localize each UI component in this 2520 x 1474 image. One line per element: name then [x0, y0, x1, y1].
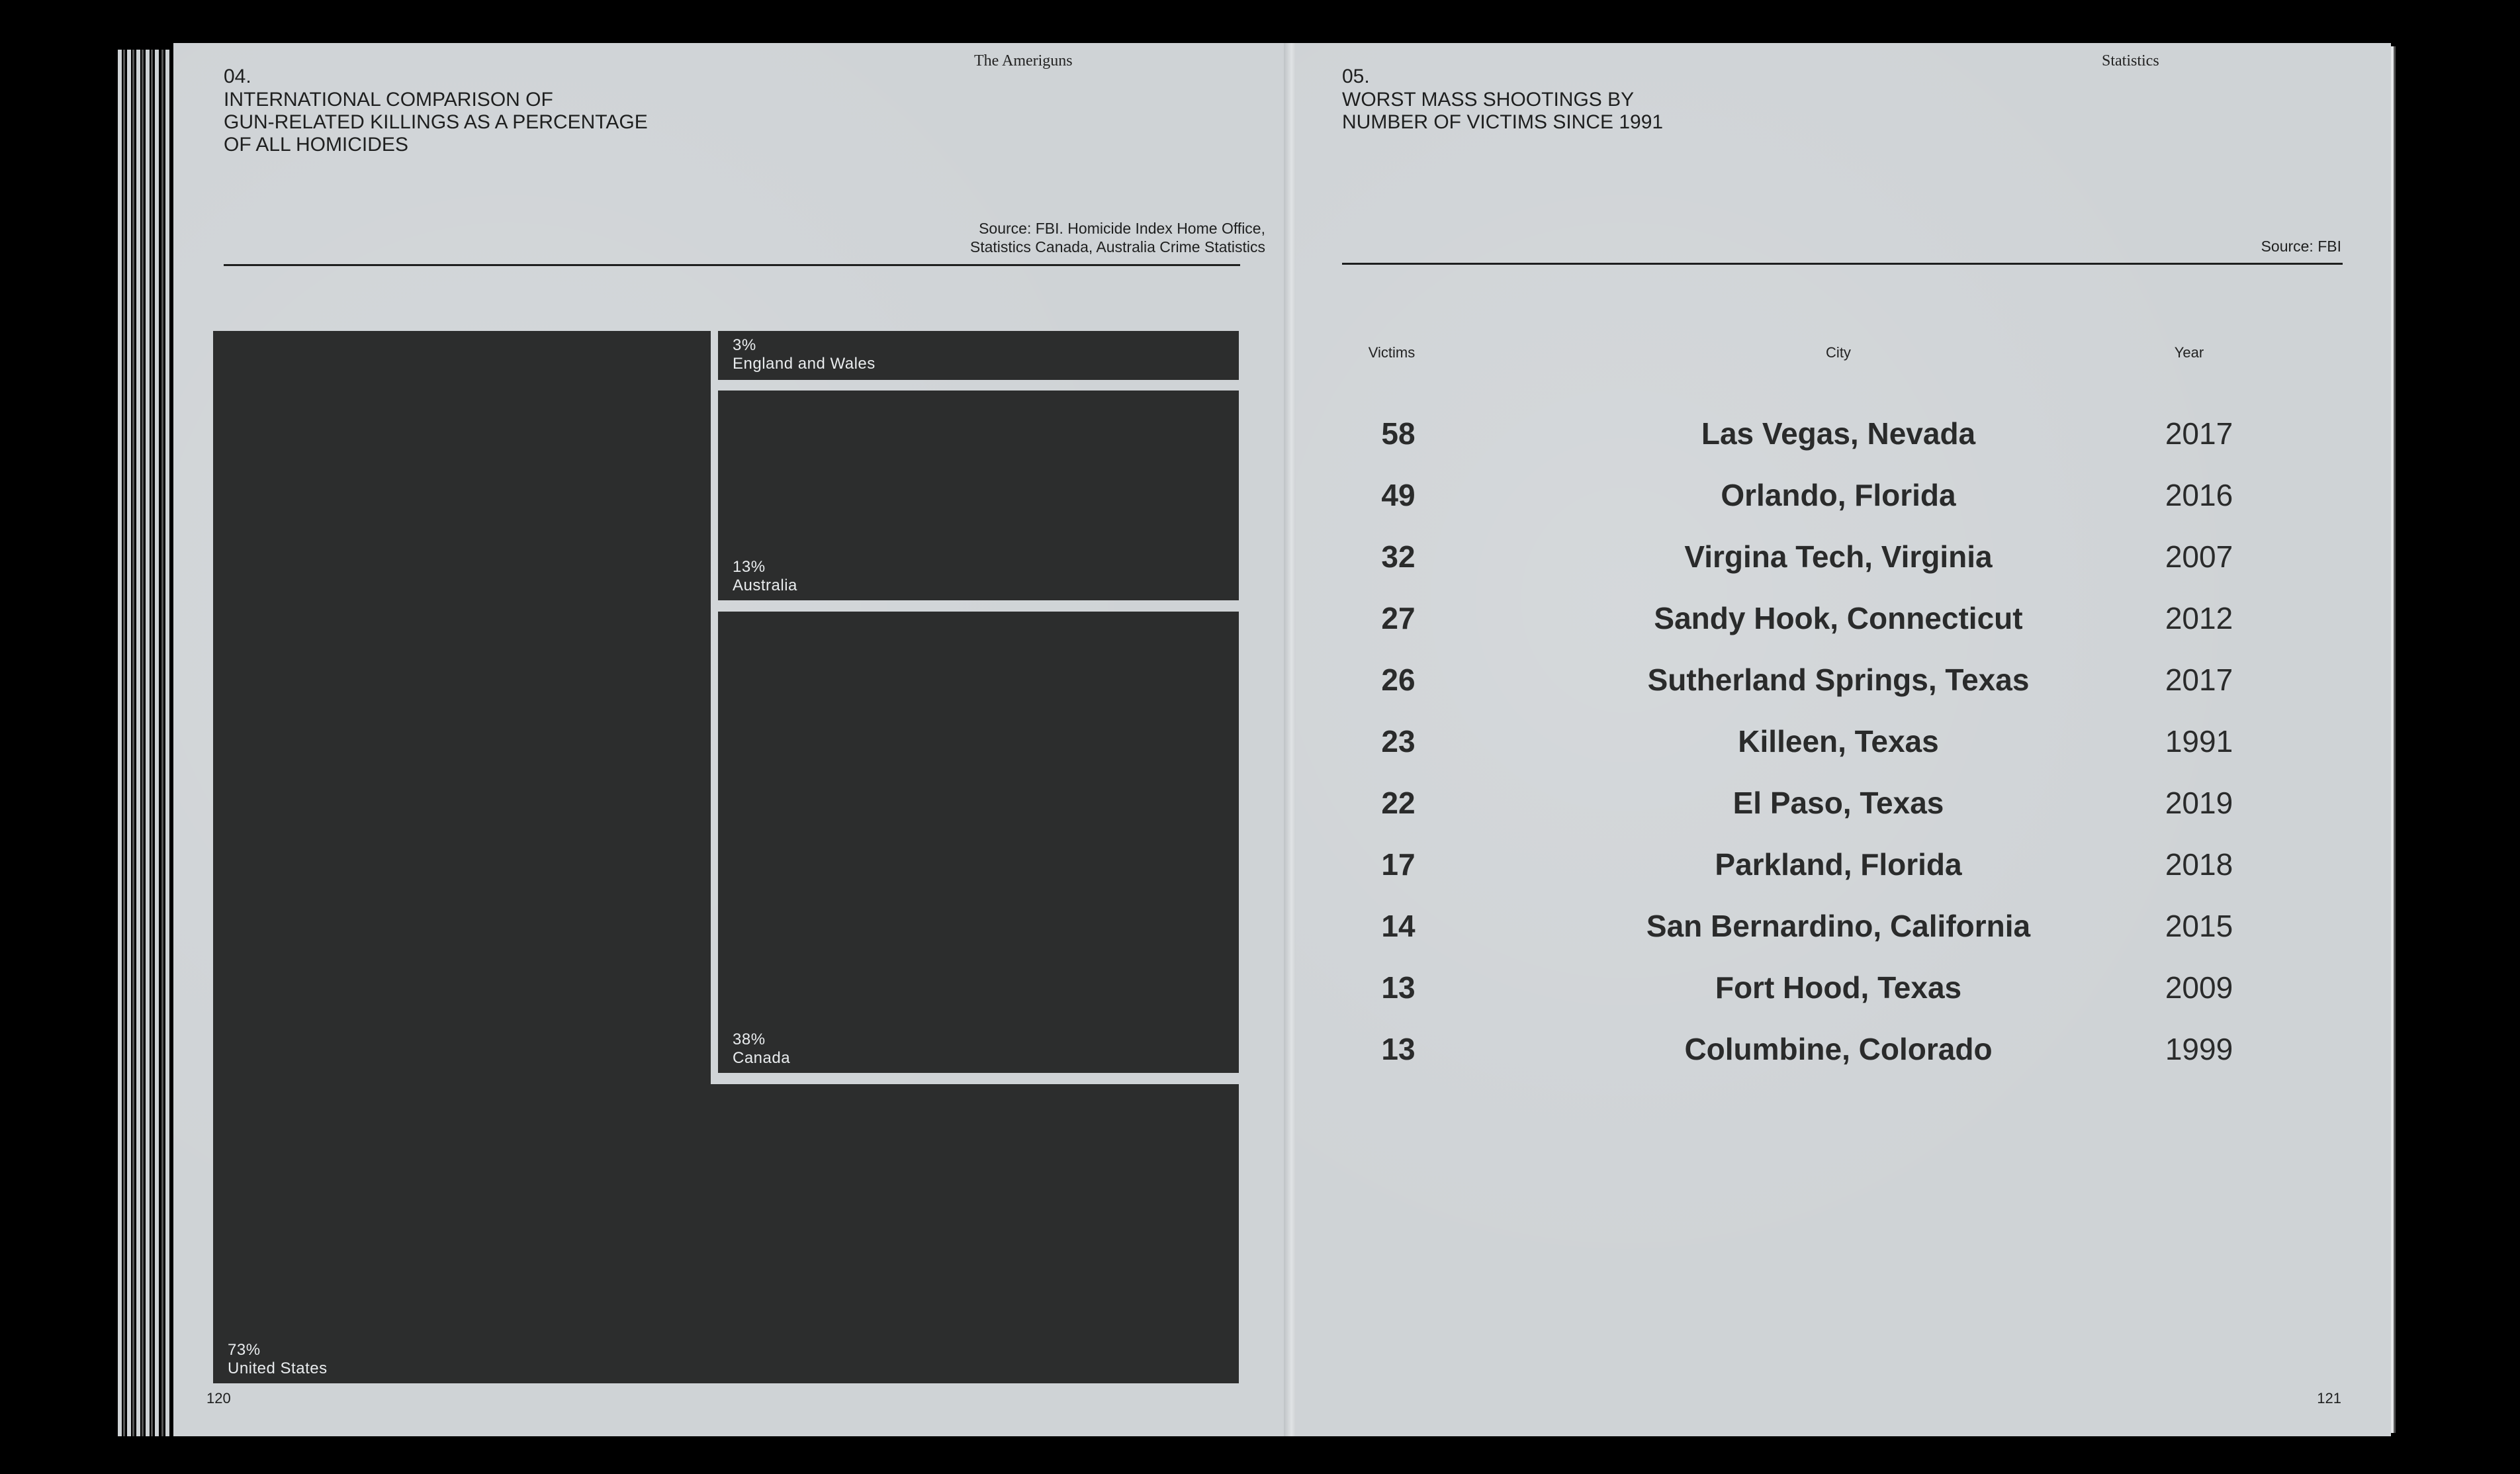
right-page [1296, 43, 2391, 1436]
page-edge [161, 50, 163, 1436]
page-edge [146, 50, 150, 1436]
table-row [1296, 783, 2391, 845]
treemap-block-australia [718, 391, 1239, 600]
victims-cell: 17 [1381, 847, 1416, 882]
year-cell: 2019 [2165, 786, 2233, 820]
year-cell: 2018 [2165, 847, 2233, 882]
victims-cell: 32 [1381, 539, 1416, 574]
victims-cell: 23 [1381, 724, 1416, 759]
victims-cell: 14 [1381, 909, 1416, 943]
year-cell: 2015 [2165, 909, 2233, 943]
running-head: The Ameriguns [974, 52, 1073, 69]
victims-cell: 13 [1381, 1032, 1416, 1066]
table-row [1296, 845, 2391, 906]
page-edge [132, 50, 134, 1436]
header-rule [224, 264, 1240, 266]
treemap-country: Canada [733, 1049, 791, 1067]
section-title: INTERNATIONAL COMPARISON OF GUN-RELATED KILLINGS AS A PERCENTAGE OF ALL HOMICIDES [224, 89, 648, 156]
year-cell: 2016 [2165, 478, 2233, 512]
city-cell: Las Vegas, Nevada [1701, 416, 1976, 451]
year-cell: 2009 [2165, 970, 2233, 1005]
victims-cell: 13 [1381, 970, 1416, 1005]
victims-cell: 49 [1381, 478, 1416, 512]
page-edge [118, 50, 122, 1436]
left-page [173, 43, 1289, 1436]
city-cell: Columbine, Colorado [1684, 1032, 1993, 1066]
table-row [1296, 414, 2391, 475]
treemap-block-canada [718, 612, 1239, 1073]
city-cell: Sutherland Springs, Texas [1647, 663, 2030, 697]
table-row [1296, 537, 2391, 598]
table-row [1296, 598, 2391, 660]
city-cell: Virgina Tech, Virginia [1684, 539, 1993, 574]
page-edge [151, 50, 153, 1436]
column-header-victims: Victims [1368, 344, 1416, 361]
header-rule [1342, 263, 2343, 265]
treemap-country: United States [228, 1359, 328, 1377]
city-cell: San Bernardino, California [1646, 909, 2031, 943]
year-cell: 2007 [2165, 539, 2233, 574]
source-note: Source: FBI. Homicide Index Home Office, Statistics Canada, Australia Crime Statistics [969, 220, 1265, 255]
table-row [1296, 906, 2391, 968]
page-number: 120 [206, 1390, 231, 1406]
treemap-label [228, 1341, 328, 1378]
table-row [1296, 660, 2391, 721]
victims-cell: 22 [1381, 786, 1416, 820]
column-header-city: City [1826, 344, 1851, 361]
page-edge [2394, 46, 2396, 1433]
city-cell: Sandy Hook, Connecticut [1654, 601, 2023, 635]
treemap-value: 38% [733, 1031, 766, 1048]
table-row [1296, 1029, 2391, 1091]
treemap-country: Australia [733, 576, 797, 594]
victims-cell: 58 [1381, 416, 1416, 451]
city-cell: Parkland, Florida [1715, 847, 1962, 882]
treemap-block-united-states-extension [213, 1084, 1239, 1383]
year-cell: 2017 [2165, 663, 2233, 697]
city-cell: Orlando, Florida [1721, 478, 1956, 512]
year-cell: 2017 [2165, 416, 2233, 451]
treemap-value: 13% [733, 558, 766, 576]
page-edge [136, 50, 140, 1436]
section-number: 05. [1342, 66, 1370, 87]
treemap-country: England and Wales [733, 355, 876, 373]
table-row [1296, 475, 2391, 537]
city-cell: Fort Hood, Texas [1715, 970, 1962, 1005]
column-header-year: Year [2174, 344, 2204, 361]
treemap-value: 73% [228, 1341, 261, 1359]
treemap-label [733, 1031, 790, 1068]
table-row [1296, 968, 2391, 1029]
page-edge [127, 50, 131, 1436]
year-cell: 1991 [2165, 724, 2233, 759]
treemap-label [733, 336, 876, 373]
section-number: 04. [224, 66, 251, 87]
year-cell: 1999 [2165, 1032, 2233, 1066]
year-cell: 2012 [2165, 601, 2233, 635]
page-edge [142, 50, 144, 1436]
running-head: Statistics [2102, 52, 2159, 69]
page-edge [165, 50, 169, 1436]
victims-cell: 26 [1381, 663, 1416, 697]
page-edge [123, 50, 125, 1436]
section-title: WORST MASS SHOOTINGS BY NUMBER OF VICTIMS SINCE 1991 [1342, 89, 1664, 133]
city-cell: Killeen, Texas [1738, 724, 1939, 759]
treemap-block-england-and-wales [718, 331, 1239, 380]
table-row [1296, 721, 2391, 783]
treemap-label [733, 558, 797, 595]
city-cell: El Paso, Texas [1732, 786, 1944, 820]
treemap-value: 3% [733, 336, 756, 354]
victims-cell: 27 [1381, 601, 1416, 635]
page-edge [155, 50, 159, 1436]
page-number: 121 [2317, 1390, 2341, 1406]
source-note: Source: FBI [2261, 238, 2341, 255]
